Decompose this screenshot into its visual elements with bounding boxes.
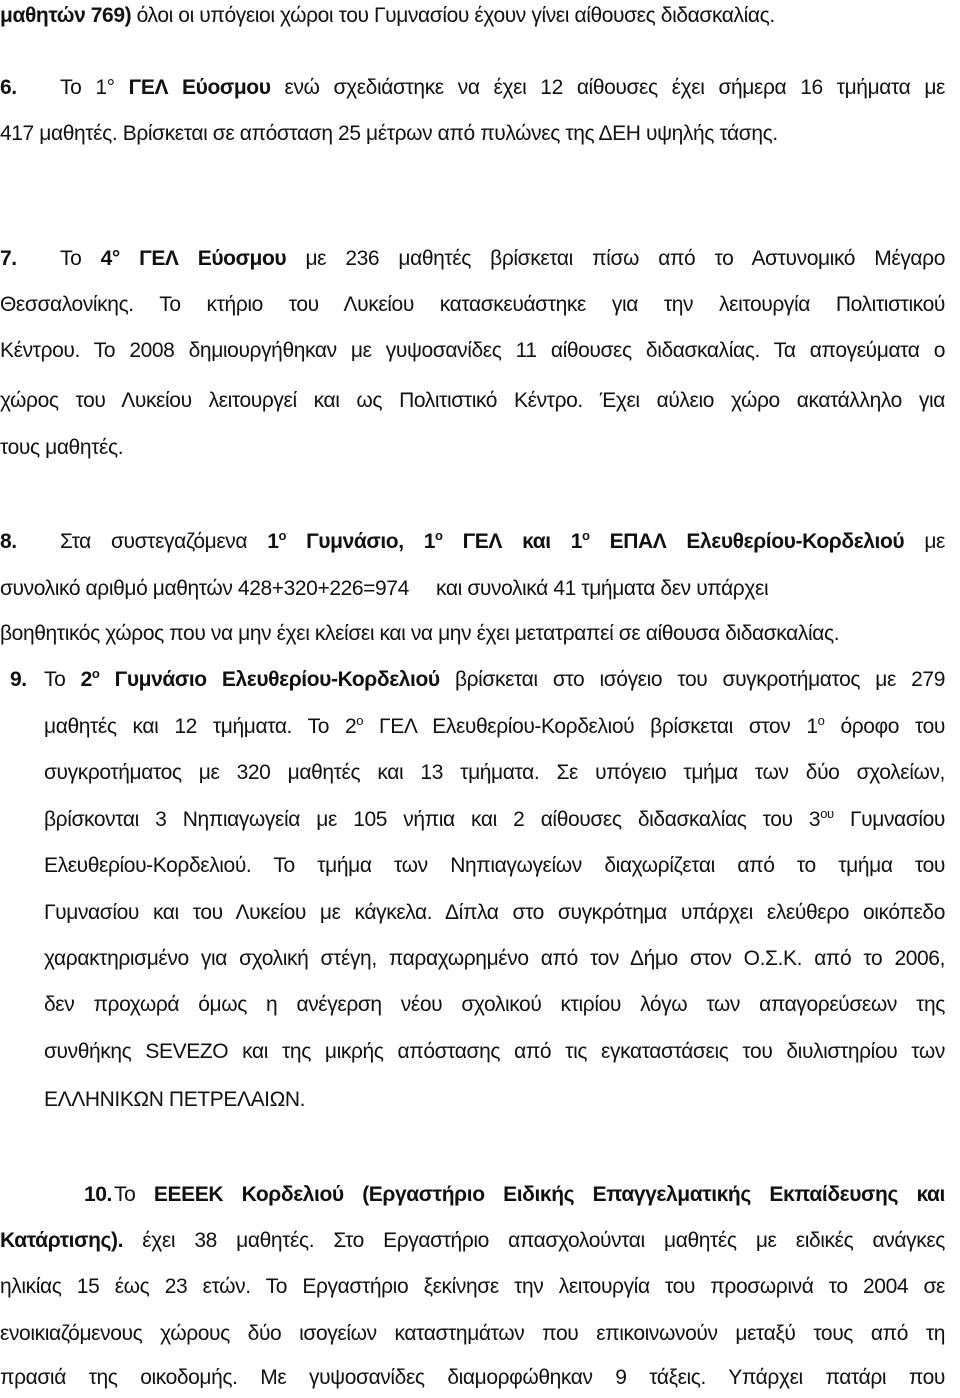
bold-text: μαθητών 769) (0, 4, 132, 27)
item-9-line-2: μαθητές και 12 τμήματα. Το $2^o$ ΓΕΛ Ελευθερίου-Κορδελιού βρίσκεται στον $1^o$ όροφο του (44, 713, 945, 738)
item-number: 6. (0, 76, 17, 99)
text: όλοι οι υπόγειοι χώροι του Γυμνασίου έχουν γίνει αίθουσες διδασκαλίας. (131, 4, 775, 27)
item-8-line-1: 8. Στα συστεγαζόμενα $1^o$ Γυμνάσιο, $1^o$ ΓΕΛ και $1^o$ ΕΠΑΛ Ελευθερίου-Κορδελιού με (0, 522, 945, 562)
item-9-line-3: συγκροτήματος με 320 μαθητές και 13 τμήματα. Σε υπόγειο τμήμα των δύο σχολείων, (44, 761, 945, 784)
item-9-line-9: συνθήκης SEVEZO και της μικρής απόστασης από τις εγκαταστάσεις του διυλιστηρίου των (44, 1040, 945, 1063)
item-6-line-2: 417 μαθητές. Βρίσκεται σε απόσταση 25 μέτρων από πυλώνες της ΔΕΗ υψηλής τάσης. (0, 122, 778, 145)
item-10-line-2: Κατάρτισης). έχει 38 μαθητές. Στο Εργαστήριο απασχολούνται μαθητές με ειδικές ανάγκες (0, 1229, 945, 1252)
item-number: 7. (0, 247, 17, 270)
bold-text: ΕΠΑΛ Ελευθερίου-Κορδελιού (589, 530, 905, 553)
item-10-line-1: 10.Το ΕΕΕΕΚ Κορδελιού (Εργαστήριο Ειδικής Επαγγελματικής Εκπαίδευσης και (84, 1175, 945, 1215)
item-9-line-7: χαρακτηρισμένο για σχολική στέγη, παραχωρημένο από τον Δήμο στον Ο.Σ.Κ. από το 2006, (44, 947, 945, 970)
item-10-line-4: ενοικιαζόμενους χώρους δύο ισογείων καταστημάτων που επικοινωνούν μεταξύ τους από τη (0, 1322, 945, 1345)
item-8-line-2: συνολικό αριθμό μαθητών 428+320+226=974 και συνολικά 41 τμήματα δεν υπάρχει (0, 577, 769, 600)
bold-text: Γυμνάσιο Ελευθερίου-Κορδελιού (99, 668, 440, 691)
item-7-line-5: τους μαθητές. (0, 436, 124, 459)
text-line (0, 0, 945, 36)
item-10-line-5: πρασιά της οικοδομής. Με γυψοσανίδες διαμορφώθηκαν 9 τάξεις. Υπάρχει πατάρι που (0, 1366, 945, 1389)
item-10-line-3: ηλικίας 15 έως 23 ετών. Το Εργαστήριο ξεκίνησε την λειτουργία του προσωρινά το 2004 σε (0, 1275, 945, 1298)
item-7-line-4: χώρος του Λυκείου λειτουργεί και ως Πολιτιστικό Κέντρο. Έχει αύλειο χώρο ακατάλληλο για (0, 389, 945, 412)
bold-text: Κατάρτισης). (0, 1229, 124, 1252)
bold-text: ΓΕΛ Εύοσμου (128, 76, 271, 99)
item-number: 9. (10, 668, 27, 691)
item-9-line-6: Γυμνασίου και του Λυκείου με κάγκελα. Δίπλα στο συγκρότημα υπάρχει ελεύθερο οικόπεδο (44, 901, 945, 924)
item-number: 10. (84, 1183, 112, 1206)
item-7-line-3: Κέντρου. Το 2008 δημιουργήθηκαν με γυψοσανίδες 11 αίθουσες διδασκαλίας. Τα απογεύματα ο (0, 339, 945, 362)
item-9-line-5: Ελευθερίου-Κορδελιού. Το τμήμα των Νηπιαγωγείων διαχωρίζεται από το τμήμα του (44, 854, 945, 877)
bold-text: ΕΕΕΕΚ Κορδελιού (Εργαστήριο Ειδικής Επαγγελματικής Εκπαίδευσης και (153, 1183, 945, 1206)
item-9-line-10: ΕΛΛΗΝΙΚΩΝ ΠΕΤΡΕΛΑΙΩΝ. (44, 1088, 306, 1111)
item-9-line-1: 9. Το $2^o$ Γυμνάσιο Ελευθερίου-Κορδελιού βρίσκεται στο ισόγειο του συγκροτήματος με 279 (10, 660, 945, 700)
item-8-line-3: βοηθητικός χώρος που να μην έχει κλείσει και να μην έχει μετατραπεί σε αίθουσα διδασκαλίας. (0, 622, 840, 645)
bold-text: 4° ΓΕΛ Εύοσμου (100, 247, 287, 270)
item-9-line-4: βρίσκονται 3 Νηπιαγωγεία με 105 νήπια και 2 αίθουσες διδασκαλίας του $3^{o\upsilon}$ Γυμνασίου (44, 806, 945, 831)
item-7-line-1: 7. Το 4° ΓΕΛ Εύοσμου με 236 μαθητές βρίσκεται πίσω από το Αστυνομικό Μέγαρο (0, 239, 945, 279)
item-7-line-2: Θεσσαλονίκης. Το κτήριο του Λυκείου κατασκευάστηκε για την λειτουργία Πολιτιστικού (0, 293, 945, 316)
item-number: 8. (0, 530, 17, 553)
item-9-line-8: δεν προχωρά όμως η ανέγερση νέου σχολικού κτιρίου λόγω των απαγορεύσεων της (44, 993, 945, 1016)
item-6-line-1: 6. Το 1° ΓΕΛ Εύοσμου ενώ σχεδιάστηκε να έχει 12 αίθουσες έχει σήμερα 16 τμήματα με (0, 68, 945, 108)
